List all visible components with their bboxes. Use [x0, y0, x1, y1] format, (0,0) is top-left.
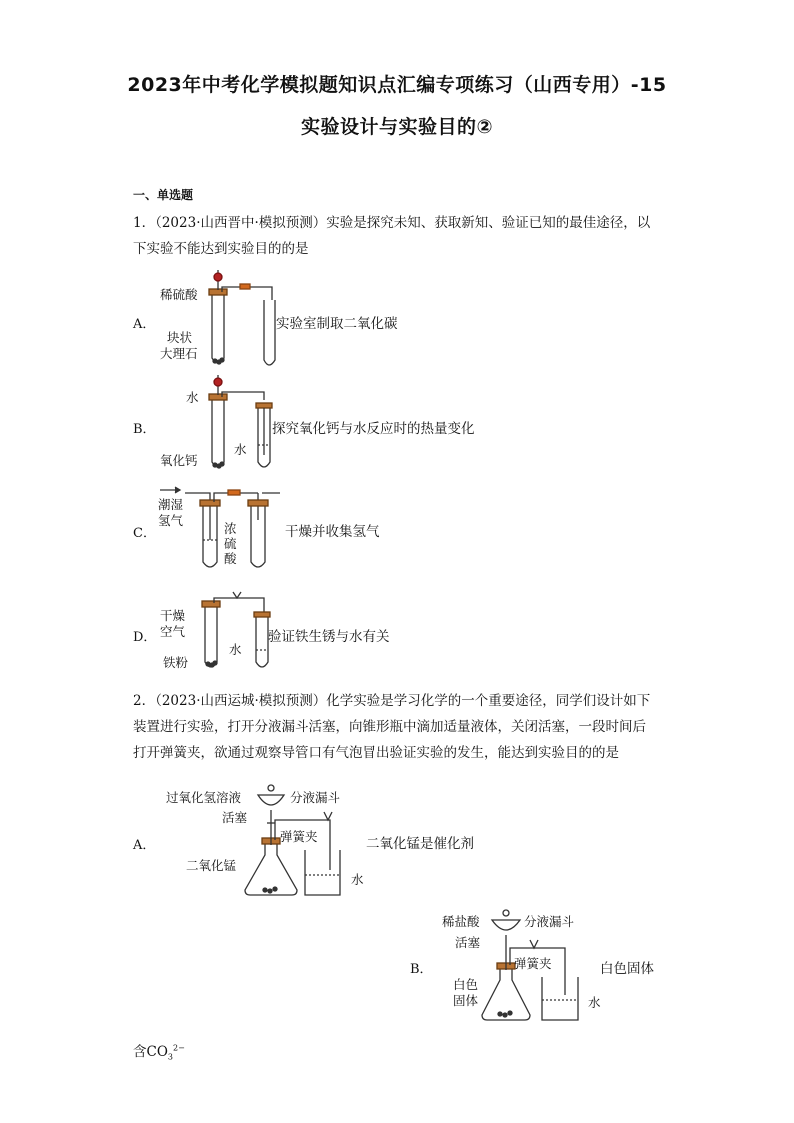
footer-text [133, 1040, 185, 1062]
q2-option-b-letter: B． [410, 962, 433, 977]
test-tube-b1 [212, 395, 224, 467]
option-c-letter: C． [133, 526, 156, 541]
beaker-a [305, 850, 340, 895]
label-hydrogen: 氢气 [158, 513, 184, 528]
option-a-letter: A． [133, 317, 156, 332]
separatory-funnel-a [258, 795, 284, 805]
q2-option-b-desc: 白色固体 [600, 961, 654, 977]
label-funnel-b: 分液漏斗 [524, 914, 575, 929]
test-tube-d1 [205, 603, 217, 667]
option-a-desc: 实验室制取二氧化碳 [276, 316, 398, 332]
label-funnel-a: 分液漏斗 [290, 790, 341, 805]
label-moist: 潮湿 [158, 497, 184, 512]
question-2-line-1: 2．（2023·山西运城·模拟预测）化学实验是学习化学的一个重要途径，同学们设计如下 [133, 693, 651, 709]
footer-sup: 2− [173, 1043, 185, 1053]
question-2-text [133, 688, 673, 766]
label-clip-b: 弹簧夹 [514, 956, 552, 971]
option-d-letter: D． [133, 630, 157, 645]
label-conc-1: 浓 [224, 521, 237, 536]
label-hydrogen-peroxide: 过氧化氢溶液 [166, 790, 242, 805]
label-dilute-sulfuric-acid: 稀硫酸 [160, 287, 198, 302]
delivery-tube-b [222, 392, 264, 400]
title-line-1: 2023年中考化学模拟题知识点汇编专项练习（山西专用）-15 [127, 74, 667, 96]
label-water-b1: 水 [186, 390, 199, 405]
section-heading: 一、单选题 [133, 188, 194, 202]
label-dry: 干燥 [160, 608, 186, 623]
question-2-line-2: 装置进行实验，打开分液漏斗活塞，向锥形瓶中滴加适量液体，关闭活塞，一段时间后 [133, 719, 646, 735]
dropper-bulb-a [214, 273, 222, 281]
q2-option-a-letter: A． [133, 838, 156, 853]
beaker-b [542, 977, 578, 1020]
label-lumpy: 块状 [167, 330, 193, 345]
conical-flask-a [245, 840, 297, 895]
label-water-q2a: 水 [351, 872, 364, 887]
label-dilute-hcl: 稀盐酸 [442, 914, 480, 929]
question-1-line-1: 1．（2023·山西晋中·模拟预测）实验是探究未知、获取新知、验证已知的最佳途径，以 [133, 215, 651, 231]
footer-prefix: 含CO [133, 1044, 168, 1060]
option-b-letter: B． [133, 422, 156, 437]
label-water-b2: 水 [234, 442, 247, 457]
test-tube-a2 [264, 300, 275, 365]
label-air: 空气 [160, 624, 186, 639]
label-stopcock-b: 活塞 [455, 935, 481, 950]
option-d-desc: 验证铁生锈与水有关 [268, 629, 390, 645]
label-conc-3: 酸 [224, 551, 237, 566]
option-b-desc: 探究氧化钙与水反应时的热量变化 [272, 421, 475, 437]
question-1-line-2: 下实验不能达到实验目的的是 [133, 241, 309, 257]
conical-flask-b [482, 965, 530, 1020]
label-solid: 固体 [453, 993, 479, 1008]
label-white: 白色 [453, 977, 479, 992]
label-marble: 大理石 [160, 346, 198, 361]
test-tube-d2 [256, 615, 268, 667]
label-calcium-oxide: 氧化钙 [160, 453, 198, 468]
label-conc-2: 硫 [224, 536, 237, 551]
footer-sub: 3 [167, 1052, 173, 1062]
label-water-q2b: 水 [588, 995, 601, 1010]
q2-option-a-desc: 二氧化锰是催化剂 [366, 836, 474, 852]
label-iron-powder: 铁粉 [163, 655, 189, 670]
title-line-2: 实验设计与实验目的② [300, 116, 494, 138]
separatory-funnel-b [492, 920, 520, 930]
label-water-d: 水 [229, 642, 242, 657]
label-clip-a: 弹簧夹 [280, 829, 318, 844]
label-stopcock-a: 活塞 [222, 810, 248, 825]
option-c-desc: 干燥并收集氢气 [285, 524, 380, 540]
label-manganese-dioxide: 二氧化锰 [186, 858, 237, 873]
question-2-line-3: 打开弹簧夹，欲通过观察导管口有气泡冒出验证实验的发生，能达到实验目的的是 [133, 745, 619, 761]
test-tube-a1 [212, 290, 224, 363]
